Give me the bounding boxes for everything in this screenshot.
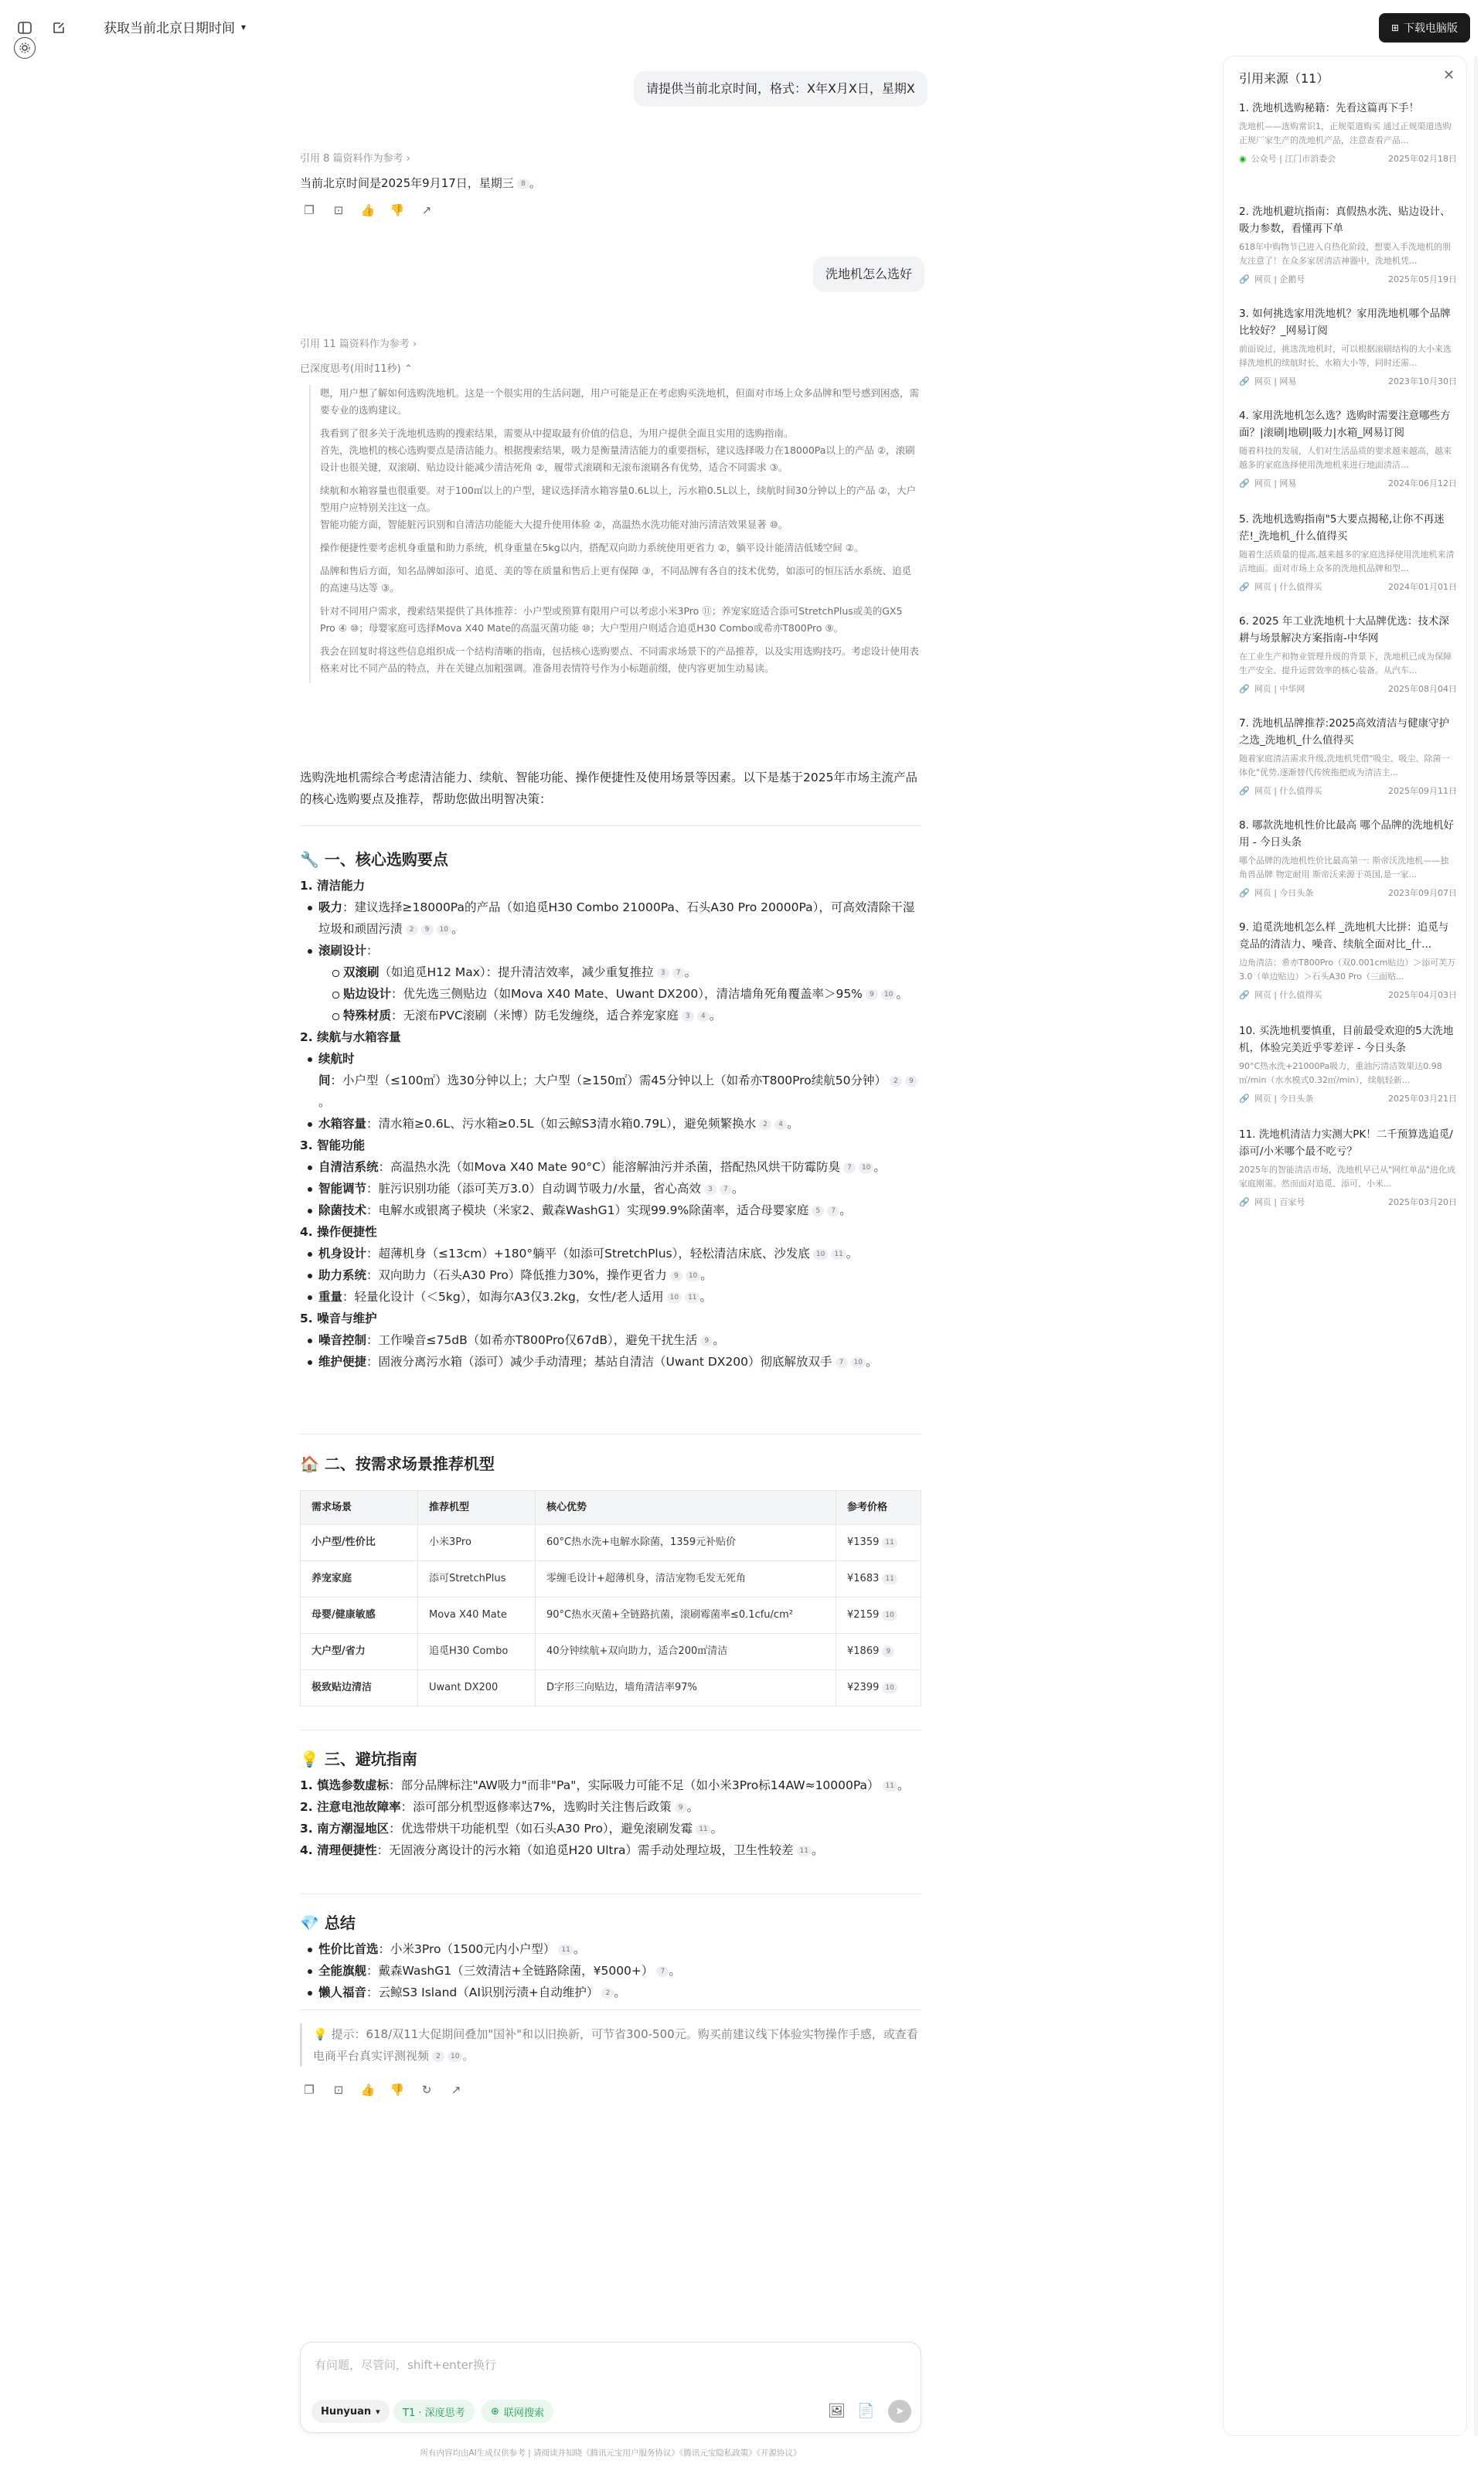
source-title: 4. 家用洗地机怎么选？选购时需要注意哪些方面？|滚刷|地刷|吸力|水箱_网易订阅 [1239, 410, 1451, 439]
copy-icon[interactable]: ❐ [304, 203, 315, 217]
source-meta [1239, 477, 1457, 489]
source-meta [1239, 580, 1457, 593]
link-icon: 🔗 [1239, 478, 1250, 488]
table-cell [836, 1634, 921, 1670]
new-chat-icon[interactable] [48, 17, 70, 39]
price: ¥1683 [847, 1573, 880, 1584]
source-item[interactable] [1239, 511, 1457, 593]
thinking-paragraph: 我会在回复时将这些信息组织成一个结构清晰的指南，包括核心选购要点、不同需求场景下的产品推荐，以及实用选购技巧。考虑设计使用表格来对比不同产品的特点，并在关键点加粗强调。准备用表情符号作为小标题前缀，使内容更加生动易读。 [320, 645, 920, 674]
thinking-paragraph: 嗯，用户想了解如何选购洗地机。这是一个很实用的生活问题，用户可能是正在考虑购买洗地机，但面对市场上众多品牌和型号感到困惑，需要专业的选购建议。 [320, 387, 920, 416]
source-meta [1239, 1196, 1457, 1208]
source-name: 公众号 | 江门市消委会 [1251, 154, 1336, 164]
thumbs-down-icon[interactable]: 👎 [390, 2083, 405, 2097]
message-actions [301, 202, 434, 218]
source-snippet: 洗地机——选购常识1，正规渠道购买 通过正规渠道选购正规厂家生产的洗地机产品，注意查看产品... [1239, 121, 1452, 145]
link-icon: 🔗 [1239, 376, 1250, 386]
source-date: 2025年04月03日 [1388, 990, 1457, 1000]
thinking-paragraph: 续航和水箱容量也很重要。对于100㎡以上的户型，建议选择清水箱容量0.6L以上，污水箱0.5L以上，续航时间30分钟以上的产品 ②，大户型用户应特别关注这一点。 [320, 485, 917, 513]
web-search-label: 联网搜索 [503, 2407, 544, 2419]
price: ¥2399 [847, 1682, 880, 1693]
download-label: 下载电脑版 [1404, 22, 1458, 35]
table-cell: 零缠毛设计+超薄机身，清洁宠物毛发无死角 [536, 1561, 836, 1598]
section-heading: 🔧 一、核心选购要点 [300, 850, 448, 869]
source-name: 网页 | 什么值得买 [1254, 990, 1322, 1000]
sources-panel [1223, 56, 1467, 2436]
source-meta [1239, 273, 1457, 285]
source-snippet: 618年中购物节已进入自热化阶段，想要入手洗地机的朋友注意了！在众多家居清洁神器中，洗地机凭... [1239, 242, 1451, 266]
source-snippet: 哪个品牌的洗地机性价比最高第一: 斯帝沃洗地机——独角兽品牌 物定耐用 斯帝沃来源于英国,是一家... [1239, 856, 1449, 880]
table-header: 核心优势 [536, 1491, 836, 1525]
citation-badge[interactable]: 11 [882, 1574, 897, 1584]
source-snippet: 2025年的智能清洁市场，洗地机早已从"网红单品"进化成家庭刚需。然而面对追觅、添可、小米... [1239, 1165, 1456, 1189]
thinking-paragraph: 我看到了很多关于洗地机选购的搜索结果，需要从中提取最有价值的信息，为用户提供全面且实用的选购指南。 [320, 427, 794, 439]
divider [300, 825, 921, 826]
source-item[interactable] [1239, 1126, 1457, 1208]
top-bar [0, 0, 1484, 56]
price: ¥2159 [847, 1609, 880, 1621]
table-header: 参考价格 [836, 1491, 921, 1525]
tip-block: 💡 提示：618/双11大促期间叠加"国补"和以旧换新，可节省300-500元。购买前建议线下体验实物操作手感，或查看电商平台真实评测视频 2 10 。 [300, 2023, 921, 2067]
section-recommend [300, 1453, 921, 1475]
conversation-title-text: 获取当前北京日期时间 [104, 21, 235, 36]
panel-title: 引用来源（11） [1239, 71, 1329, 86]
source-date: 2025年08月04日 [1388, 684, 1457, 694]
source-item[interactable] [1239, 817, 1457, 899]
price: ¥1359 [847, 1536, 880, 1548]
source-title: 8. 哪款洗地机性价比最高 哪个品牌的洗地机好用 - 今日头条 [1239, 819, 1454, 849]
divider [300, 2009, 921, 2010]
source-date: 2023年09月07日 [1388, 888, 1457, 898]
table-row [301, 1525, 921, 1561]
source-date: 2025年03月20日 [1388, 1197, 1457, 1207]
source-meta [1239, 375, 1457, 387]
image-upload-icon[interactable]: 🖼 [828, 2403, 846, 2419]
bookmark-icon[interactable]: ⊡ [333, 203, 344, 217]
thinking-paragraph: 智能功能方面，智能脏污识别和自清洁功能能大大提升使用体验 ②，高温热水洗功能对油污清洁效果显著 ⑩。 [320, 519, 788, 530]
source-title: 9. 追觅洗地机怎么样 _洗地机大比拼：追觅与竞品的清洁力、噪音、续航全面对比_什... [1239, 921, 1449, 951]
deep-think-label: T1 · 深度思考 [403, 2407, 465, 2419]
source-item[interactable] [1239, 203, 1457, 285]
source-item[interactable] [1239, 305, 1457, 387]
reference-count-text: 引用 8 篇资料作为参考 [300, 153, 403, 165]
copy-icon[interactable]: ❐ [304, 2083, 315, 2097]
recommend-table-wrap [300, 1490, 921, 1706]
source-snippet: 随着家庭清洁需求升级,洗地机凭借"吸尘、吸尘、除菌一体化"优势,逐渐替代传统拖把成为清洁主... [1239, 754, 1450, 778]
reference-count-text: 引用 11 篇资料作为参考 [300, 339, 410, 350]
source-name: 网页 | 百家号 [1254, 1197, 1305, 1207]
globe-icon: ⊕ [491, 2405, 499, 2418]
conversation-title[interactable] [104, 17, 246, 36]
source-title: 6. 2025 年工业洗地机十大品牌优选：技术深耕与场景解决方案指南-中华网 [1239, 615, 1449, 645]
link-icon: 🔗 [1239, 785, 1250, 796]
citation-badge[interactable]: 10 [882, 1683, 897, 1693]
citation-badge[interactable]: 9 [882, 1646, 894, 1657]
source-item[interactable] [1239, 613, 1457, 695]
section-pitfalls: 💡 三、避坑指南 1. 慎选参数虚标：部分品牌标注"AW吸力"而非"Pa"，实际吸力可能不足（如小米3Pro标14AW≈10000Pa） 11 。 2. 注意电池故障率：添可部分机型返修率达7%，选购时关注售后政策 9 。 3. 南方潮湿地区：优选带烘干功能机型（如石头A30 Pro），避免滚刷发霉 11 。 4. 清理便捷性：无固液分离设计的污水箱（如追觅H20 Ultra）需手动处理垃圾，卫生性较差 11 。 [300, 1748, 921, 1861]
source-title: 5. 洗地机选购指南"5大要点揭秘,让你不再迷茫!_洗地机_什么值得买 [1239, 513, 1445, 543]
link-icon: 🔗 [1239, 989, 1250, 1000]
source-date: 2025年05月19日 [1388, 274, 1457, 284]
source-meta [1239, 682, 1457, 695]
reference-count[interactable]: 引用 8 篇资料作为参考 › [300, 153, 410, 165]
source-meta [1239, 886, 1457, 899]
citation-badge[interactable]: 10 [882, 1610, 897, 1621]
model-label: Hunyuan [321, 2405, 372, 2418]
assistant-answer: 当前北京时间是2025年9月17日，星期三 8 。 [300, 176, 541, 190]
answer-text: 当前北京时间是2025年9月17日，星期三 [300, 176, 514, 190]
table-cell: D字形三向贴边，墙角清洁率97% [536, 1670, 836, 1706]
table-cell [836, 1561, 921, 1598]
link-icon: 🔗 [1239, 581, 1250, 592]
link-icon: 🔗 [1239, 887, 1250, 898]
table-row [301, 1598, 921, 1634]
link-icon: 🔗 [1239, 1093, 1250, 1104]
source-date: 2025年09月11日 [1388, 786, 1457, 796]
answer-intro: 选购洗地机需综合考虑清洁能力、续航、智能功能、操作便捷性及使用场景等因素。以下是基于2025年市场主流产品的核心选购要点及推荐，帮助您做出明智决策： [300, 771, 917, 806]
chevron-down-icon: ▾ [241, 21, 247, 32]
source-snippet: 90°C热水洗+21000Pa吸力，重油污清洁效果达0.98㎡/min（水水模式0.32㎡/min），续航轻新... [1239, 1061, 1442, 1085]
share-icon[interactable]: ↗ [421, 203, 432, 217]
source-date: 2024年01月01日 [1388, 582, 1457, 592]
source-snippet: 前面说过，挑选洗地机时，可以根据滚刷结构的大小来选择洗地机的续航时长、水箱大小等，同时还需... [1239, 344, 1452, 368]
price: ¥1869 [847, 1645, 880, 1657]
source-title: 2. 洗地机避坑指南：真假热水洗、贴边设计、吸力参数，看懂再下单 [1239, 206, 1451, 235]
settings-icon[interactable] [14, 37, 36, 59]
source-date: 2023年10月30日 [1388, 376, 1457, 386]
section-heading: 🏠 二、按需求场景推荐机型 [300, 1455, 495, 1473]
section-heading: 💎 总结 [300, 1914, 356, 1932]
bookmark-icon[interactable]: ⊡ [333, 2083, 344, 2097]
source-snippet: 在工业生产和物业管理升级的背景下，洗地机已成为保障生产安全、提升运营效率的核心装备。从汽车... [1239, 652, 1452, 675]
source-item[interactable] [1239, 919, 1457, 1001]
table-cell [836, 1525, 921, 1561]
tip-text: 💡 提示：618/双11大促期间叠加"国补"和以旧换新，可节省300-500元。购买前建议线下体验实物操作手感，或查看电商平台真实评测视频 [313, 2027, 918, 2063]
source-date: 2024年06月12日 [1388, 478, 1457, 488]
thinking-content [309, 385, 920, 683]
table-cell: 小米3Pro [418, 1525, 536, 1561]
source-meta [1239, 989, 1457, 1001]
table-cell: 60°C热水洗+电解水除菌，1359元补贴价 [536, 1525, 836, 1561]
source-snippet: 随着科技的发展，人们对生活品质的要求越来越高，越来越多的家庭选择使用洗地机来进行地面清洁... [1239, 446, 1452, 470]
thinking-paragraph: 品牌和售后方面，知名品牌如添可、追觅、美的等在质量和售后上更有保障 ③，不同品牌有各自的技术优势，如添可的恒压活水系统、追觅的高速马达等 ③。 [320, 565, 912, 594]
table-cell: 极致贴边清洁 [301, 1670, 418, 1706]
thinking-paragraph: 操作便捷性要考虑机身重量和助力系统，机身重量在5kg以内，搭配双向助力系统使用更省力 ②，躺平设计能清洁低矮空间 ②。 [320, 542, 864, 553]
source-name: 网页 | 网易 [1254, 376, 1297, 386]
source-item[interactable] [1239, 1023, 1457, 1104]
chat-input[interactable]: 有问题，尽管问，shift+enter换行 [315, 2358, 496, 2372]
source-title: 1. 洗地机选购秘籍：先看这篇再下手！ [1239, 102, 1420, 114]
regenerate-icon[interactable]: ↻ [421, 2083, 432, 2097]
table-cell: 追觅H30 Combo [418, 1634, 536, 1670]
source-name: 网页 | 中华网 [1254, 684, 1305, 694]
citation-badge[interactable]: 8 [517, 179, 529, 189]
link-icon: 🔗 [1239, 683, 1250, 694]
thinking-paragraph: 首先，洗地机的核心选购要点是清洁能力。根据搜索结果，吸力是衡量清洁能力的重要指标，建议选择吸力在18000Pa以上的产品 ②，滚刷设计也很关键，双滚刷、贴边设计能减少清洁死角 ②，履带式滚刷和无滚布滚刷各有优势，适合不同需求 ③。 [320, 444, 915, 473]
table-header: 需求场景 [301, 1491, 418, 1525]
download-desktop-button[interactable] [1379, 13, 1470, 43]
thinking-paragraph: 针对不同用户需求，搜索结果提供了具体推荐：小户型或预算有限用户可以考虑小米3Pro ⑪；养宠家庭适合添可StretchPlus或美的GX5 Pro ④ ⑩；母婴家庭可选择Mova X40 Mate的高温灭菌功能 ⑩；大户型用户则适合追觅H30 Combo或希亦T800Pro ⑨。 [320, 605, 903, 634]
table-cell: Mova X40 Mate [418, 1598, 536, 1634]
model-selector[interactable] [311, 2400, 390, 2423]
file-upload-icon[interactable]: 📄 [857, 2403, 875, 2419]
source-title: 11. 洗地机清洁力实测大PK！二千预算选追觅/添可/小米哪个最不吃亏？ [1239, 1128, 1453, 1158]
table-cell: 养宠家庭 [301, 1561, 418, 1598]
table-cell: Uwant DX200 [418, 1670, 536, 1706]
user-message: 洗地机怎么选好 [813, 257, 924, 292]
send-button[interactable]: ➤ [888, 2400, 911, 2423]
reference-count[interactable]: 引用 11 篇资料作为参考 › [300, 339, 417, 350]
web-search-toggle[interactable] [482, 2400, 553, 2423]
source-name: 网页 | 网易 [1254, 478, 1297, 488]
table-header: 推荐机型 [418, 1491, 536, 1525]
share-icon[interactable]: ↗ [451, 2083, 461, 2097]
deep-think-toggle[interactable] [393, 2400, 475, 2423]
link-icon: 🔗 [1239, 274, 1250, 284]
source-name: 网页 | 什么值得买 [1254, 582, 1322, 592]
table-cell: 40分钟续航+双向助力，适合200㎡清洁 [536, 1634, 836, 1670]
source-snippet: 边角清洁：希亦T800Pro（双0.001cm贴边）＞添可芙万3.0（单边贴边）＞石头A30 Pro（三面贴... [1239, 958, 1456, 982]
source-title: 7. 洗地机品牌推荐:2025高效清洁与健康守护之选_洗地机_什么值得买 [1239, 717, 1450, 747]
footer-disclaimer: 所有内容均由AI生成仅供参考 | 请阅读并知晓《腾讯元宝用户服务协议》《腾讯元宝隐私政策》《开源协议》 [420, 2448, 802, 2458]
scrollbar[interactable] [1474, 56, 1478, 2436]
section-heading: 💡 三、避坑指南 [300, 1750, 417, 1768]
table-cell: 大户型/省力 [301, 1634, 418, 1670]
message-actions [301, 2082, 464, 2098]
source-name: 网页 | 什么值得买 [1254, 786, 1322, 796]
source-title: 10. 买洗地机要慎重，目前最受欢迎的5大洗地机，体验完美近乎零差评 - 今日头条 [1239, 1025, 1454, 1054]
source-item[interactable] [1239, 100, 1457, 165]
source-item[interactable] [1239, 407, 1457, 489]
source-name: 网页 | 今日头条 [1254, 1094, 1314, 1104]
table-row [301, 1561, 921, 1598]
windows-icon: ⊞ [1390, 22, 1400, 33]
source-item[interactable] [1239, 715, 1457, 797]
thumbs-up-icon[interactable]: 👍 [360, 2083, 376, 2097]
chat-input-box[interactable] [300, 2342, 921, 2433]
source-name: 网页 | 今日头条 [1254, 888, 1314, 898]
source-meta [1239, 1092, 1457, 1104]
link-icon: 🔗 [1239, 1196, 1250, 1207]
table-row [301, 1634, 921, 1670]
thumbs-down-icon[interactable]: 👎 [390, 203, 405, 217]
table-cell [836, 1670, 921, 1706]
sidebar-toggle-icon[interactable] [14, 17, 36, 39]
section-summary: 💎 总结 性价比首选：小米3Pro（1500元内小户型） 11 。 全能旗舰：戴森WashG1（三效清洁+全链路除菌，¥5000+） 7 。 懒人福音：云鲸S3 Island（AI识别污渍+自动维护） 2 。 [300, 1912, 921, 2003]
table-cell [836, 1598, 921, 1634]
source-meta [1239, 152, 1457, 165]
source-meta [1239, 784, 1457, 797]
close-icon[interactable]: ✕ [1443, 67, 1455, 83]
chevron-down-icon: ▾ [376, 2406, 380, 2417]
citation-badge[interactable]: 11 [882, 1537, 897, 1548]
source-snippet: 随着生活质量的提高,越来越多的家庭选择使用洗地机来清洁地面。面对市场上众多的洗地机品牌和型... [1239, 550, 1455, 573]
thumbs-up-icon[interactable]: 👍 [360, 203, 376, 217]
table-cell: 母婴/健康敏感 [301, 1598, 418, 1634]
source-date: 2025年02月18日 [1388, 154, 1457, 164]
table-cell: 小户型/性价比 [301, 1525, 418, 1561]
source-name: 网页 | 企鹅号 [1254, 274, 1305, 284]
table-cell: 添可StretchPlus [418, 1561, 536, 1598]
source-title: 3. 如何挑选家用洗地机？家用洗地机哪个品牌比较好？_网易订阅 [1239, 308, 1451, 337]
thinking-label: 已深度思考(用时11秒) [300, 363, 401, 375]
recommend-table [300, 1490, 921, 1706]
section-core-points: 🔧 一、核心选购要点 1. 清洁能力 吸力：建议选择≥18000Pa的产品（如追觅H30 Combo 21000Pa、石头A30 Pro 20000Pa），可高效清除干湿垃圾和顽固污渍 2 9 10 。 滚刷设计： 双滚刷（如追觅H12 Max）：提升清洁效率，减少重复推拉 3 7 。 贴边设计：优先选三侧贴边（如Mova X40 Mate、Uwant DX200），清洁墙角死角覆盖率＞95% 9 10 。 特殊材质：无滚布PVC滚刷（米博）防毛发缠绕，适合养宠家庭 3 4 。 2. 续航与水箱容量 续航时间：小户型（≤100㎡）选30分钟以上；大户型（≥150㎡）需45分钟以上（如希亦T800Pro续航50分钟） 2 9。 水箱容量：清水箱≥0.6L、污水箱≥0.5L（如云鲸S3清水箱0.79L），避免频繁换水 2 4 。 3. 智能功能 自清洁系统：高温热水洗（如Mova X40 Mate 90°C）能溶解油污并杀菌，搭配热风烘干防霉防臭 7 10 。 智能调节：脏污识别功能（添可芙万3.0）自动调节吸力/水量，省心高效 3 7 。 除菌技术：电解水或银离子模块（米家2、戴森WashG1）实现99.9%除菌率，适合母婴家庭 5 7 。 4. 操作便捷性 机身设计：超薄机身（≤13cm）+180°躺平（如添可StretchPlus），轻松清洁床底、沙发底 10 11 。 助力系统：双向助力（石头A30 Pro）降低推力30%，操作更省力 9 10 。 重量：轻量化设计（＜5kg），如海尔A3仅3.2kg，女性/老人适用 10 11 。 5. 噪音与维护 噪音控制：工作噪音≤75dB（如希亦T800Pro仅67dB），避免干扰生活 9 。 维护便捷：固液分离污水箱（添可）减少手动清理；基站自清洁（Uwant DX200）彻底解放双手 7 10 。 [300, 849, 921, 1373]
source-date: 2025年03月21日 [1388, 1094, 1457, 1104]
user-message: 请提供当前北京时间，格式：X年X月X日，星期X [634, 71, 928, 107]
table-cell: 90°C热水灭菌+全链路抗菌，滚刷霉菌率≤0.1cfu/cm² [536, 1598, 836, 1634]
thinking-toggle[interactable]: 已深度思考(用时11秒) ⌃ [300, 363, 413, 375]
table-row [301, 1670, 921, 1706]
wechat-icon: ◉ [1239, 153, 1247, 164]
